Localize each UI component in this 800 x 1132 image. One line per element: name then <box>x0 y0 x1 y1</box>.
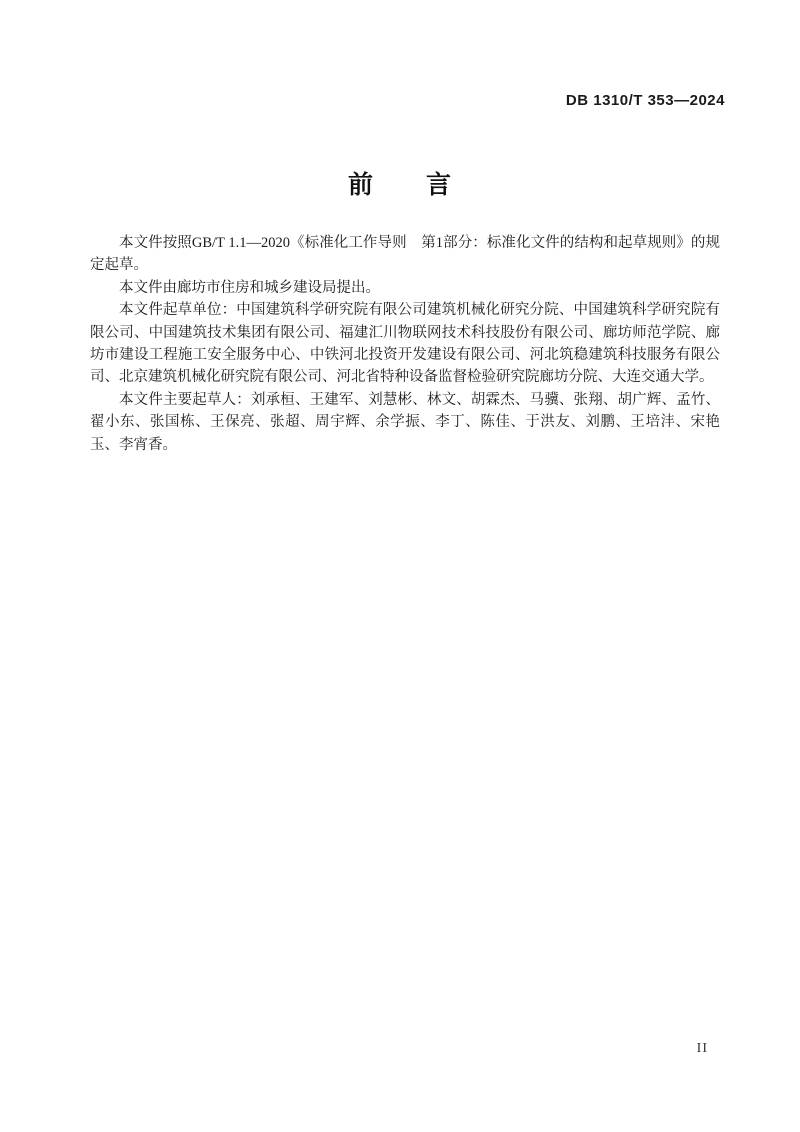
foreword-title: 前 言 <box>347 172 452 199</box>
para-main-drafters: 本文件主要起草人：刘承桓、王建军、刘慧彬、林文、胡霖杰、马骥、张翔、胡广辉、孟竹、翟小东、张国栋、王保亮、张超、周宇辉、余学振、李丁、陈佳、于洪友、刘鹏、王培沣、宋艳玉、李宵香。 <box>90 391 720 453</box>
standard-code: DB 1310/T 353—2024 <box>565 92 725 109</box>
para-proposed-by: 本文件由廊坊市住房和城乡建设局提出。 <box>119 279 380 296</box>
page-number: II <box>696 1041 708 1056</box>
para-drafting-rules: 本文件按照GB/T 1.1—2020《标准化工作导则 第1部分：标准化文件的结构和起草规则》的规定起草。 <box>90 235 720 274</box>
foreword-body <box>90 232 720 456</box>
para-drafting-organizations: 本文件起草单位：中国建筑科学研究院有限公司建筑机械化研究分院、中国建筑科学研究院有限公司、中国建筑技术集团有限公司、福建汇川物联网技术科技股份有限公司、廊坊师范学院、廊坊市建设工程施工安全服务中心、中铁河北投资开发建设有限公司、河北筑稳建筑科技服务有限公司、北京建筑机械化研究院有限公司、河北省特种设备监督检验研究院廊坊分院、大连交通大学。 <box>90 302 720 386</box>
